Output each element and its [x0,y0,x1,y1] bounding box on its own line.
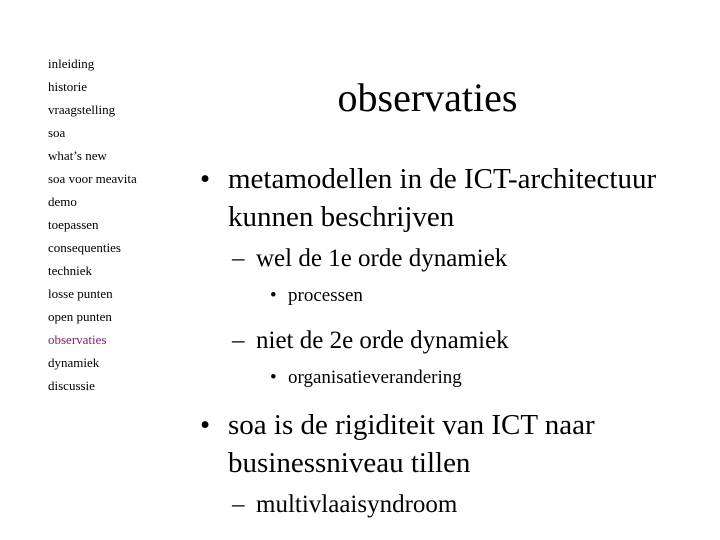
nav-item-whats-new[interactable]: what’s new [48,148,107,163]
nav-item-observaties[interactable]: observaties [48,332,107,347]
bullet-text: soa is de rigiditeit van ICT naar businessniveau tillen [228,409,595,479]
bullet-metamodellen [196,160,716,236]
nav-item-toepassen[interactable]: toepassen [48,217,99,232]
bullet-icon: • [200,409,211,441]
bullet-icon: • [270,285,277,306]
nav-item-soa-voor-meavita[interactable]: soa voor meavita [48,171,137,186]
slide-title: observaties [337,75,518,120]
dash-icon: – [232,491,245,518]
slide-content [196,160,716,528]
nav-item-vraagstelling[interactable]: vraagstelling [48,102,116,117]
nav-item-techniek[interactable]: techniek [48,263,93,278]
bullet-soa-rigiditeit [196,406,716,482]
nav-item-soa[interactable]: soa [48,125,66,140]
bullet-icon: • [270,367,277,388]
subsubbullet-processen [196,282,716,310]
subbullet-text: multivlaaisyndroom [256,491,458,518]
subbullet-tweede-orde [196,324,716,358]
subbullet-text: niet de 2e orde dynamiek [256,327,509,354]
subbullet-text: wel de 1e orde dynamiek [256,245,508,272]
nav-item-open-punten[interactable]: open punten [48,309,112,324]
subsubbullet-text: organisatieverandering [288,367,462,388]
nav-item-historie[interactable]: historie [48,79,87,94]
nav-item-demo[interactable]: demo [48,194,77,209]
bullet-text: metamodellen in de ICT-architectuur kunnen beschrijven [228,163,657,233]
subsubbullet-organisatieverandering [196,364,716,392]
nav-item-inleiding[interactable]: inleiding [48,56,95,71]
subsubbullet-text: processen [288,285,363,306]
subbullet-eerste-orde [196,242,716,276]
section-navigation [48,52,137,397]
subbullet-multivlaaisyndroom [196,488,716,522]
dash-icon: – [232,327,245,354]
nav-item-losse-punten[interactable]: losse punten [48,286,113,301]
bullet-icon: • [200,163,211,195]
dash-icon: – [232,245,245,272]
nav-item-dynamiek[interactable]: dynamiek [48,355,100,370]
nav-item-consequenties[interactable]: consequenties [48,240,121,255]
nav-item-discussie[interactable]: discussie [48,378,95,393]
